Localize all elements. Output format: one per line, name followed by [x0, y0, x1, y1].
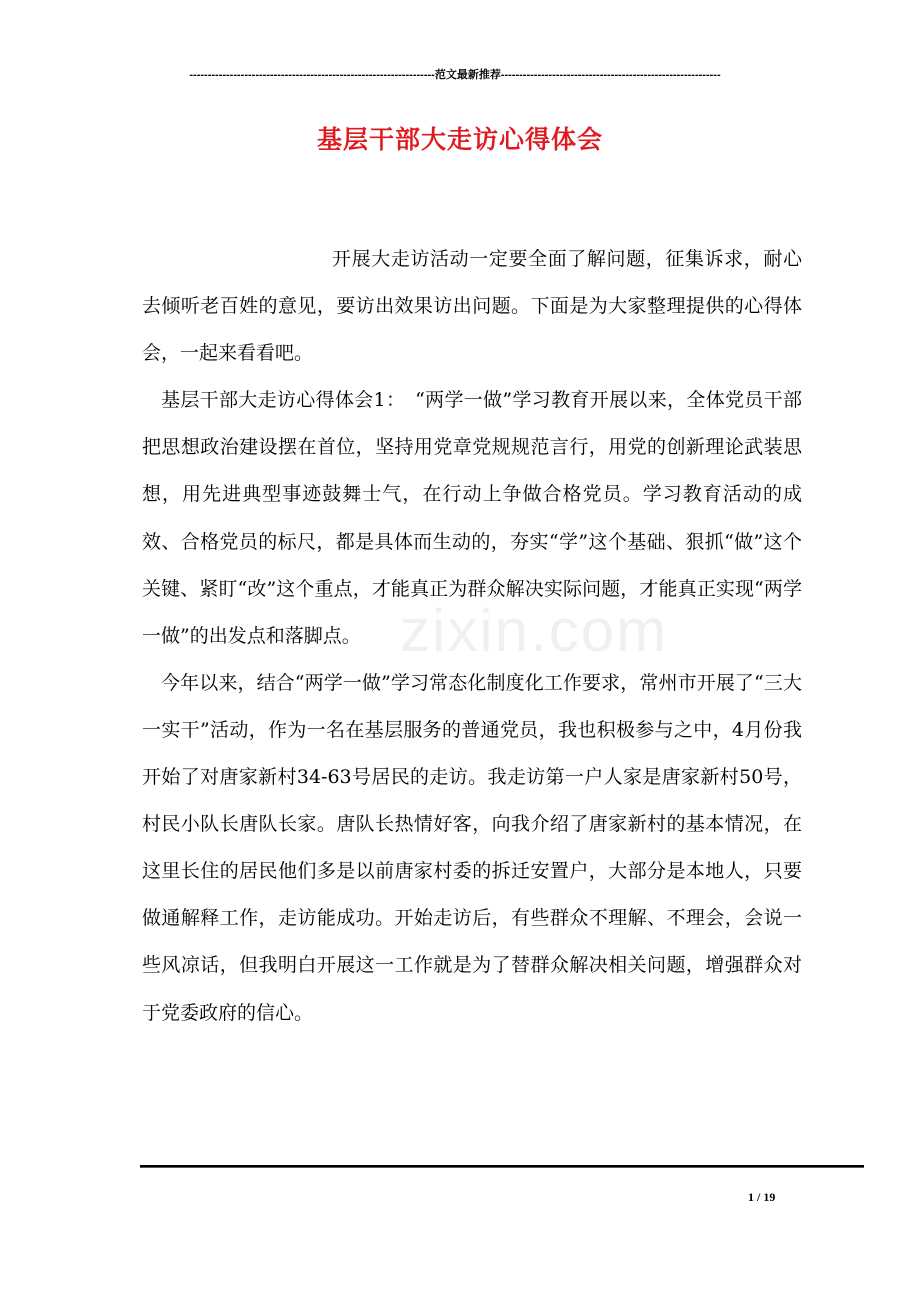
page-number: 1 / 19: [748, 1190, 776, 1204]
document-body: [142, 236, 802, 1037]
intro-paragraph: 开展大走访活动一定要全面了解问题，征集诉求，耐心去倾听老百姓的意见，要访出效果访出问题。下面是为大家整理提供的心得体会，一起来看看吧。: [142, 248, 802, 365]
watermark: zixin.com: [400, 597, 669, 664]
body-paragraph-2: 今年以来，结合“两学一做”学习常态化制度化工作要求，常州市开展了“三大一实干”活动，作为一名在基层服务的普通党员，我也积极参与之中，4月份我开始了对唐家新村34-63号居民的走访。我走访第一户人家是唐家新村50号，村民小队长唐队长家。唐队长热情好客，向我介绍了唐家新村的基本情况，在这里长住的居民他们多是以前唐家村委的拆迁安置户，大部分是本地人，只要做通解释工作，走访能成功。开始走访后，有些群众不理解、不理会，会说一些风凉话，但我明白开展这一工作就是为了替群众解决相关问题，增强群众对于党委政府的信心。: [142, 671, 802, 1024]
document-title: 基层干部大走访心得体会: [316, 125, 603, 154]
header-banner: -------------------------------------------------------------------范文最新推荐------------------------------------------------------------: [189, 69, 721, 81]
footer-divider: [140, 1165, 864, 1169]
body-paragraph-1: 基层干部大走访心得体会1： “两学一做”学习教育开展以来，全体党员干部把思想政治建设摆在首位，坚持用党章党规规范言行，用党的创新理论武装思想，用先进典型事迹鼓舞士气，在行动上争做合格党员。学习教育活动的成效、合格党员的标尺，都是具体而生动的，夯实“学”这个基础、狠抓“做”这个关键、紧盯“改”这个重点，才能真正为群众解决实际问题，才能真正实现“两学一做”的出发点和落脚点。: [142, 389, 802, 647]
